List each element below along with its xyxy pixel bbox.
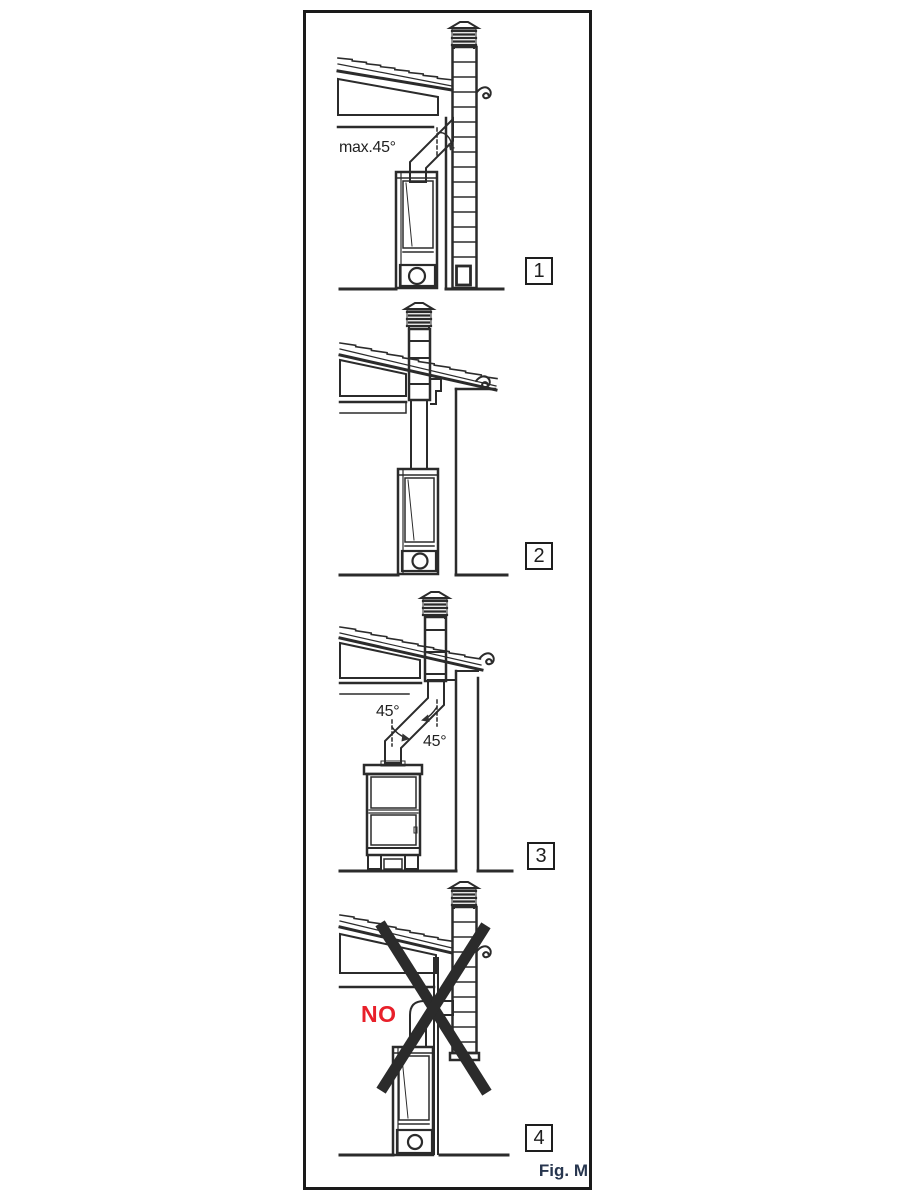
gutter-icon (480, 653, 494, 664)
panel-2-insulated-chimney (409, 329, 430, 400)
panel-1-number-badge: 1 (525, 257, 553, 285)
panel-4-chimney-cap (450, 882, 478, 908)
chimney-cleanout-door (457, 266, 471, 285)
panel-3-wall (456, 671, 478, 871)
gutter-icon (477, 87, 491, 98)
panel-1-roof (338, 58, 452, 127)
panel-1-chimney (453, 47, 477, 288)
panel-1-max-angle-label: max.45° (339, 139, 396, 156)
panel-3-stove (364, 765, 422, 869)
panel-1-stove (396, 172, 437, 288)
panel-4-wall (434, 958, 438, 1154)
panel-1-chimney-cap (450, 22, 478, 48)
panel-2-wall (456, 389, 495, 574)
panel-2-illustration (340, 303, 507, 575)
figure-frame (303, 10, 592, 1190)
gutter-icon (477, 946, 491, 957)
panel-3-chimney-cap (421, 592, 449, 618)
panel-2-flue-pipe (411, 400, 427, 469)
panel-4-no-label: NO (361, 1001, 397, 1027)
panel-3-number-badge: 3 (527, 842, 555, 870)
panel-3-angle-label-lower: 45° (423, 733, 447, 750)
panel-4-number-badge: 4 (525, 1124, 553, 1152)
panel-3-illustration (340, 592, 512, 871)
installation-diagram (306, 13, 589, 1187)
panel-2-roof (340, 343, 497, 413)
panel-2-stove (398, 469, 438, 574)
panel-2-number-badge: 2 (525, 542, 553, 570)
panel-2-chimney-cap (405, 303, 433, 329)
figure-caption: Fig. M (538, 1161, 588, 1180)
panel-3-angle-label-upper: 45° (376, 703, 400, 720)
panel-3-roof (340, 627, 482, 698)
